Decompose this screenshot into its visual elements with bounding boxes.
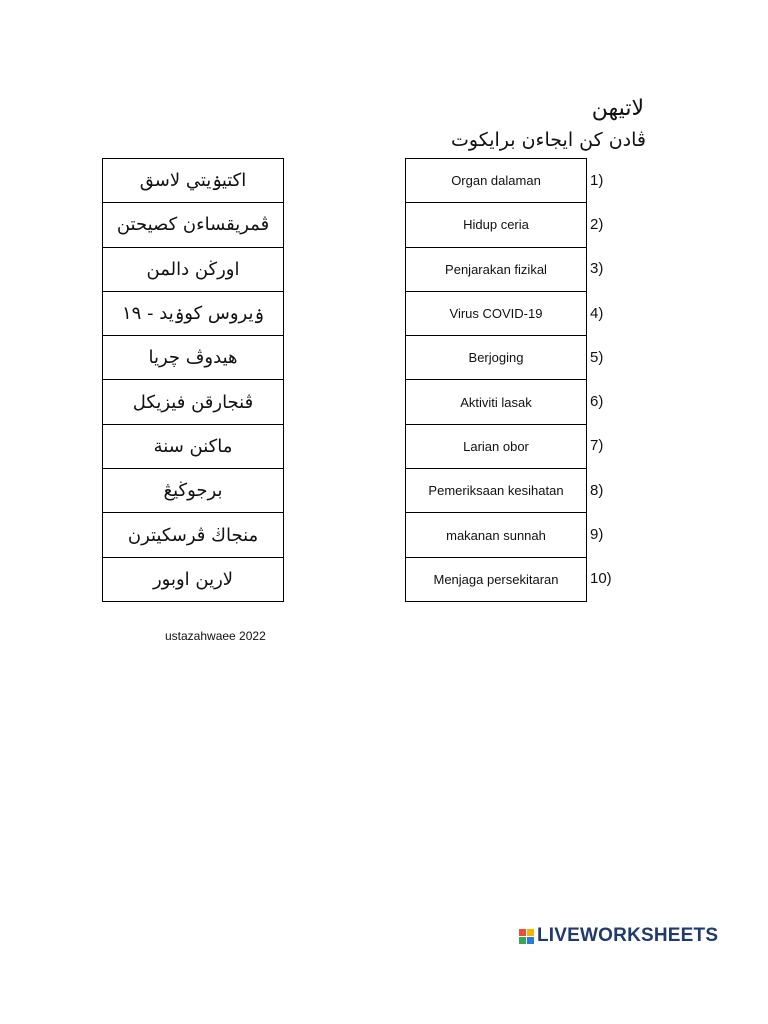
jawi-item[interactable]: هيدوڤ چريا xyxy=(103,336,283,380)
rumi-item[interactable]: Menjaga persekitaran xyxy=(433,571,559,587)
item-number-column xyxy=(590,158,630,601)
jawi-item[interactable]: اكتيۏيتي لاسق xyxy=(103,159,283,203)
logo-text: LIVEWORKSHEETS xyxy=(537,925,719,946)
author-credit: ustazahwaee 2022 xyxy=(165,629,266,643)
rumi-item[interactable]: Hidup ceria xyxy=(406,203,586,247)
item-number: 3) xyxy=(590,260,604,278)
page-title: لاتيهن xyxy=(591,96,644,121)
rumi-item[interactable]: Virus COVID-19 xyxy=(406,292,586,336)
rumi-item[interactable]: Aktiviti lasak xyxy=(406,380,586,424)
rumi-item[interactable]: Larian obor xyxy=(406,425,586,469)
jawi-item[interactable]: ڤمريقساءن كصيحتن xyxy=(103,203,283,247)
rumi-question-column xyxy=(405,158,587,602)
item-number: 9) xyxy=(590,526,604,544)
rumi-item[interactable]: makanan sunnah xyxy=(406,513,586,557)
jawi-item[interactable]: ڤنجارقن فيزيكل xyxy=(103,380,283,424)
jawi-item[interactable]: ۏيروس کوۏيد - ١٩ xyxy=(103,292,283,336)
jawi-item[interactable]: اورڬن دالمن xyxy=(103,248,283,292)
liveworksheets-logo-icon xyxy=(519,929,534,944)
jawi-item[interactable]: برجوڬيڠ xyxy=(103,469,283,513)
item-number: 5) xyxy=(590,348,604,366)
item-number: 2) xyxy=(590,215,604,233)
item-number: 10) xyxy=(590,570,612,588)
rumi-item[interactable]: Penjarakan fizikal xyxy=(406,248,586,292)
item-number: 7) xyxy=(590,437,604,455)
jawi-item[interactable]: منجاڬ ڤرسكيترن xyxy=(103,513,283,557)
instruction-text: ڤادن كن ايجاءن برايكوت xyxy=(451,129,646,151)
jawi-item[interactable]: ماكنن سنة xyxy=(103,425,283,469)
item-number: 4) xyxy=(590,304,604,322)
item-number: 6) xyxy=(590,393,604,411)
item-number: 8) xyxy=(590,481,604,499)
liveworksheets-logo xyxy=(519,925,718,947)
jawi-item[interactable]: لارين اوبور xyxy=(152,568,234,590)
rumi-item[interactable]: Organ dalaman xyxy=(406,159,586,203)
rumi-item[interactable]: Pemeriksaan kesihatan xyxy=(406,469,586,513)
item-number: 1) xyxy=(590,171,604,189)
jawi-answer-column xyxy=(102,158,284,602)
rumi-item[interactable]: Berjoging xyxy=(406,336,586,380)
